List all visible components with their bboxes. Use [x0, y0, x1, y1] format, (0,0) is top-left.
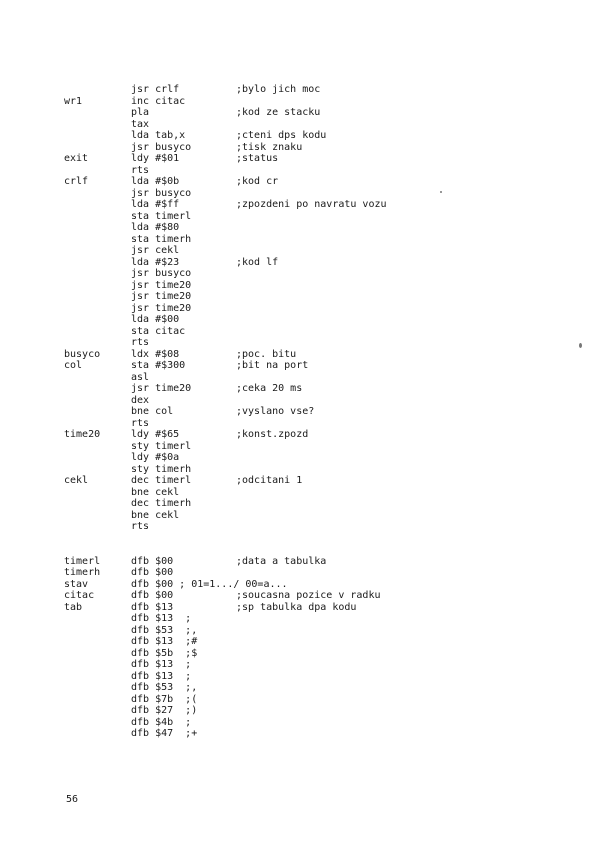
- code-label: timerh: [64, 567, 101, 578]
- code-instruction: sta timerh: [131, 233, 192, 245]
- code-instruction: rts: [131, 521, 150, 532]
- code-label: exit: [64, 153, 89, 164]
- code-instruction: inc citac: [131, 95, 186, 107]
- code-instruction: jsr busyco: [131, 268, 192, 279]
- code-comment: ;kod cr: [236, 176, 279, 187]
- code-comment: ;odcitani 1: [236, 475, 303, 486]
- code-instruction: dec timerl: [131, 475, 192, 486]
- code-instruction: dfb $5b ;$: [131, 647, 198, 659]
- code-instruction: bne cekl: [131, 486, 180, 498]
- code-comment: ;zpozdeni po navratu vozu: [236, 199, 387, 210]
- code-comment: ;soucasna pozice v radku: [236, 590, 381, 601]
- code-label: col: [64, 360, 83, 371]
- code-instruction: lda tab,x: [131, 130, 186, 141]
- code-label: crlf: [64, 176, 89, 187]
- code-instruction: dfb $47 ;+: [131, 728, 198, 739]
- code-instruction: dfb $00: [131, 590, 174, 601]
- code-instruction: lda #$00: [131, 314, 180, 325]
- code-comment: ;sp tabulka dpa kodu: [236, 601, 357, 613]
- code-instruction: asl: [131, 371, 150, 383]
- code-instruction: lda #$23: [131, 256, 180, 268]
- code-label: busyco: [64, 348, 101, 360]
- code-instruction: dfb $4b ;: [131, 716, 192, 728]
- code-comment: ;ceka 20 ms: [236, 383, 303, 394]
- code-instruction: ldy #$65: [131, 429, 180, 440]
- code-instruction: lda #$80: [131, 222, 180, 233]
- code-instruction: jsr time20: [131, 291, 192, 302]
- code-comment: ;data a tabulka: [236, 555, 327, 567]
- code-label: tab: [64, 601, 83, 613]
- code-comment: ;kod lf: [236, 256, 279, 268]
- code-instruction: dfb $13 ;: [131, 670, 192, 682]
- code-instruction: dfb $53 ;,: [131, 682, 198, 693]
- code-label: cekl: [64, 475, 89, 486]
- page-number: 56: [66, 794, 79, 805]
- code-label: timerl: [64, 555, 101, 567]
- code-label: wr1: [64, 95, 83, 107]
- code-instruction: rts: [131, 164, 150, 176]
- code-comment: ;tisk znaku: [236, 141, 303, 153]
- code-comment: ;konst.zpozd: [236, 429, 309, 440]
- code-instruction: dfb $13: [131, 601, 174, 613]
- code-comment: ;kod ze stacku: [236, 107, 321, 118]
- code-instruction: dfb $53 ;,: [131, 624, 198, 636]
- code-label: citac: [64, 590, 95, 601]
- code-instruction: dfb $00 ; 01=1.../ 00=a...: [131, 578, 288, 590]
- code-instruction: sta #$300: [131, 360, 186, 371]
- code-instruction: pla: [131, 107, 150, 118]
- code-instruction: dfb $27 ;): [131, 705, 198, 716]
- code-comment: ;bylo jich moc: [236, 84, 321, 95]
- code-instruction: sty timerl: [131, 440, 192, 452]
- code-instruction: lda #$0b: [131, 176, 180, 187]
- code-instruction: bne col: [131, 406, 174, 417]
- code-instruction: dfb $7b ;(: [131, 693, 198, 705]
- code-instruction: sta timerl: [131, 210, 192, 222]
- code-instruction: ldy #$01: [131, 153, 180, 164]
- code-instruction: jsr busyco: [131, 187, 192, 199]
- code-instruction: rts: [131, 417, 150, 429]
- code-instruction: bne cekl: [131, 509, 180, 521]
- code-instruction: lda #$ff: [131, 199, 180, 210]
- code-instruction: jsr time20: [131, 383, 192, 394]
- code-comment: ;status: [236, 153, 279, 164]
- code-instruction: tax: [131, 118, 150, 130]
- code-instruction: ldx #$08: [131, 348, 180, 360]
- code-instruction: dfb $13 ;: [131, 613, 192, 624]
- code-instruction: dec timerh: [131, 498, 192, 509]
- code-instruction: jsr cekl: [131, 245, 180, 256]
- code-instruction: dex: [131, 394, 150, 406]
- code-instruction: ldy #$0a: [131, 452, 180, 463]
- code-instruction: jsr time20: [131, 302, 192, 314]
- code-instruction: jsr busyco: [131, 141, 192, 153]
- code-instruction: dfb $13 ;#: [131, 636, 198, 647]
- code-comment: ;bit na port: [236, 360, 309, 371]
- code-instruction: rts: [131, 337, 150, 348]
- code-label: time20: [64, 429, 101, 440]
- scan-speck: [579, 343, 582, 348]
- code-comment: ;vyslano vse?: [236, 406, 315, 417]
- code-label: stav: [64, 578, 89, 590]
- code-instruction: sty timerh: [131, 463, 192, 475]
- code-instruction: sta citac: [131, 325, 186, 337]
- code-instruction: dfb $13 ;: [131, 659, 192, 670]
- code-instruction: dfb $00: [131, 567, 174, 578]
- scan-speck: [440, 191, 442, 193]
- code-comment: ;cteni dps kodu: [236, 130, 327, 141]
- code-instruction: jsr time20: [131, 279, 192, 291]
- code-comment: ;poc. bitu: [236, 348, 297, 360]
- code-instruction: jsr crlf: [131, 84, 180, 95]
- code-instruction: dfb $00: [131, 555, 174, 567]
